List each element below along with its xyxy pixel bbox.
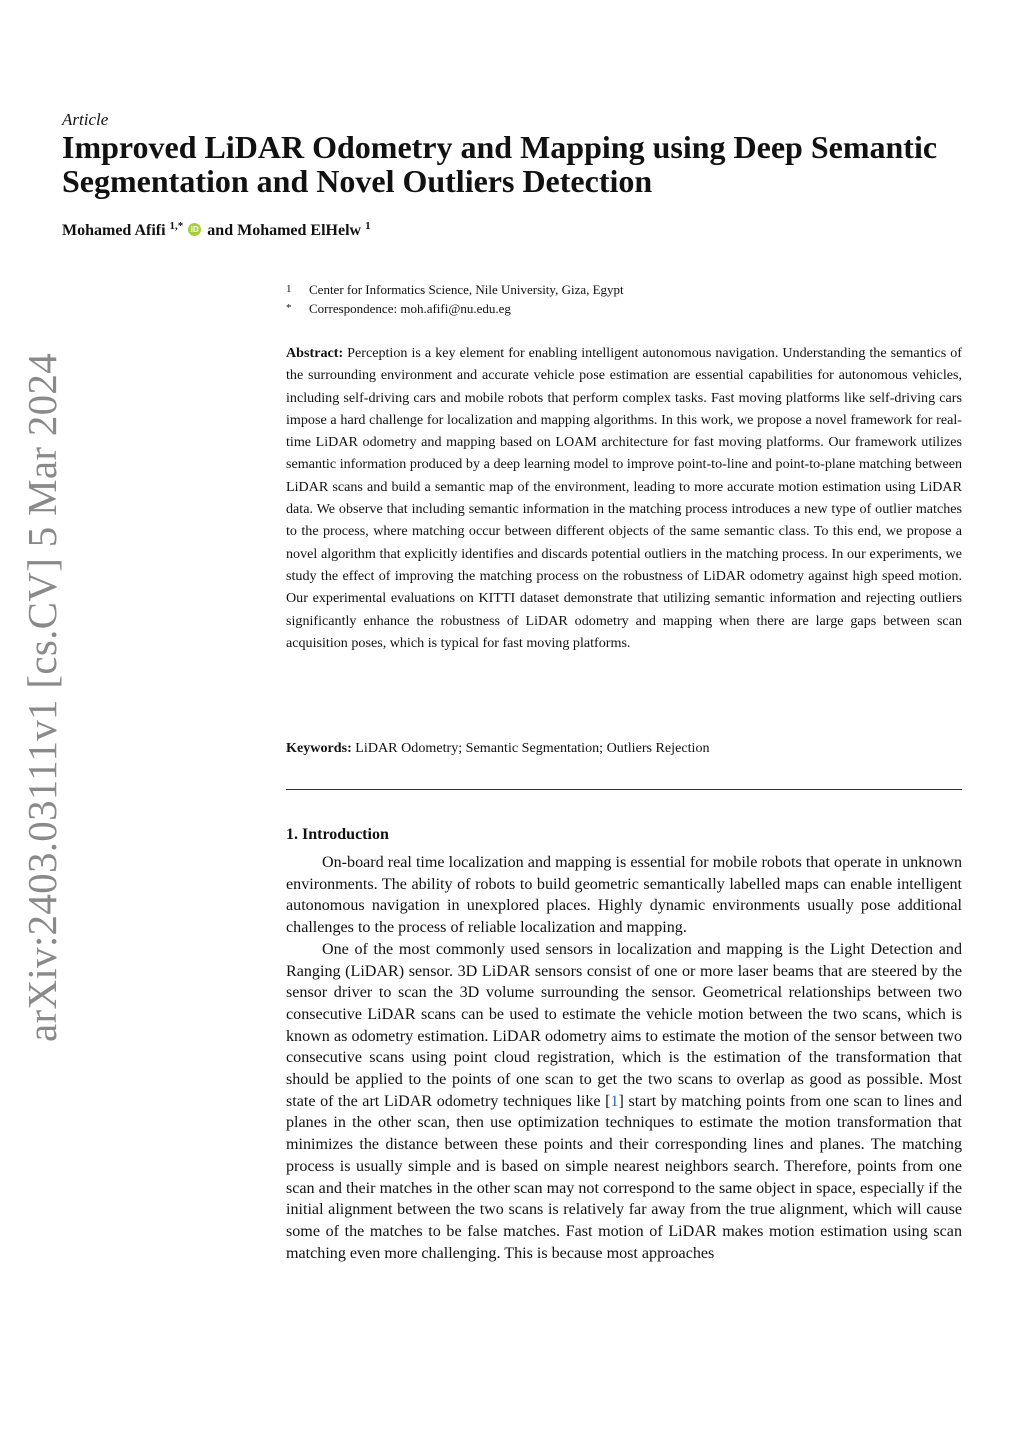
abstract-label: Abstract: [286, 345, 344, 361]
correspondence-row [286, 299, 624, 318]
paragraph [286, 939, 962, 1265]
affiliations [286, 280, 624, 318]
keywords-text: LiDAR Odometry; Semantic Segmentation; Outliers Rejection [355, 740, 710, 756]
paragraph-text: One of the most commonly used sensors in localization and mapping is the Light Detection and Ranging (LiDAR) sensor. 3D LiDAR sensors consist of one or more laser beams that are steered by the sensor driver to scan the 3D volume surrounding the sensor. Geometrical relationships between two consecutive LiDAR scans can be used to estimate the vehicle motion between the two scans, which is known as odometry estimation. LiDAR odometry aims to estimate the motion of the sensor between two consecutive scans using point cloud registration, which is the estimation of the transformation that should be applied to the points of one scan to get the two scans to overlap as good as possible. Most state of the art LiDAR odometry techniques like [ [286, 940, 962, 1110]
abstract [286, 342, 962, 654]
author-name: Mohamed Afifi [62, 222, 166, 239]
paper-title: Improved LiDAR Odometry and Mapping using Deep Semantic Segmentation and Novel Outliers Detection [62, 129, 938, 199]
section-body [286, 852, 962, 1264]
author-affiliation-mark: 1,* [169, 220, 184, 232]
author-name: Mohamed ElHelw [237, 222, 362, 239]
author-affiliation-mark: 1 [365, 220, 371, 232]
citation-link[interactable]: 1 [610, 1092, 619, 1110]
section-divider [286, 789, 962, 790]
correspondence-mark: * [286, 302, 292, 314]
section-heading: 1. Introduction [286, 826, 389, 843]
correspondence-text: Correspondence: moh.afifi@nu.edu.eg [309, 301, 511, 316]
abstract-text: Perception is a key element for enabling intelligent autonomous navigation. Understanding the semantics of the surrounding environment and accurate vehicle pose estimation are essential capabilities for autonomous vehicles, including self-driving cars and mobile robots that perform complex tasks. Fast moving platforms like self-driving cars impose a hard challenge for localization and mapping algorithms. In this work, we propose a novel framework for real-time LiDAR odometry and mapping based on LOAM architecture for fast moving platforms. Our framework utilizes semantic information produced by a deep learning model to improve point-to-line and point-to-plane matching between LiDAR scans and build a semantic map of the environment, leading to more accurate motion estimation using LiDAR data. We observe that including semantic information in the matching process introduces a new type of outlier matches to the process, where matching occur between different objects of the same semantic class. To this end, we propose a novel algorithm that explicitly identifies and discards potential outliers in the matching process. In our experiments, we study the effect of improving the matching process on the robustness of LiDAR odometry against high speed motion. Our experimental evaluations on KITTI dataset demonstrate that utilizing semantic information and rejecting outliers significantly enhance the robustness of LiDAR odometry and mapping when there are large gaps between scan acquisition poses, which is typical for fast moving platforms. [286, 345, 962, 651]
article-type-label: Article [62, 110, 109, 129]
paragraph-text: ] start by matching points from one scan to lines and planes in the other scan, then use optimization techniques to estimate the motion transformation that minimizes the distance between these points and their corresponding lines and planes. The matching process is usually simple and is based on simple nearest neighbors search. Therefore, points from one scan and their matches in the other scan may not correspond to the same object in space, especially if the initial alignment between the two scans is relatively far away from the true alignment, which will cause some of the matches to be false matches. Fast motion of LiDAR makes motion estimation using scan matching even more challenging. This is because most approaches [286, 1092, 962, 1262]
affiliation-text: Center for Informatics Science, Nile University, Giza, Egypt [309, 282, 624, 297]
keywords [286, 740, 962, 757]
affiliation-mark: 1 [286, 283, 292, 295]
author-connector: and [207, 222, 238, 239]
orcid-icon[interactable]: iD [188, 223, 201, 236]
keywords-label: Keywords: [286, 740, 352, 756]
arxiv-identifier: arXiv:2403.03111v1 [cs.CV] 5 Mar 2024 [19, 352, 65, 1042]
author-list [62, 220, 371, 240]
paragraph: On-board real time localization and mapping is essential for mobile robots that operate in unknown environments. The ability of robots to build geometric semantically labelled maps can enable intelligent autonomous navigation in unexplored places. Highly dynamic environments usually pose additional challenges to the process of reliable localization and mapping. [286, 854, 962, 937]
affiliation-row [286, 280, 624, 299]
